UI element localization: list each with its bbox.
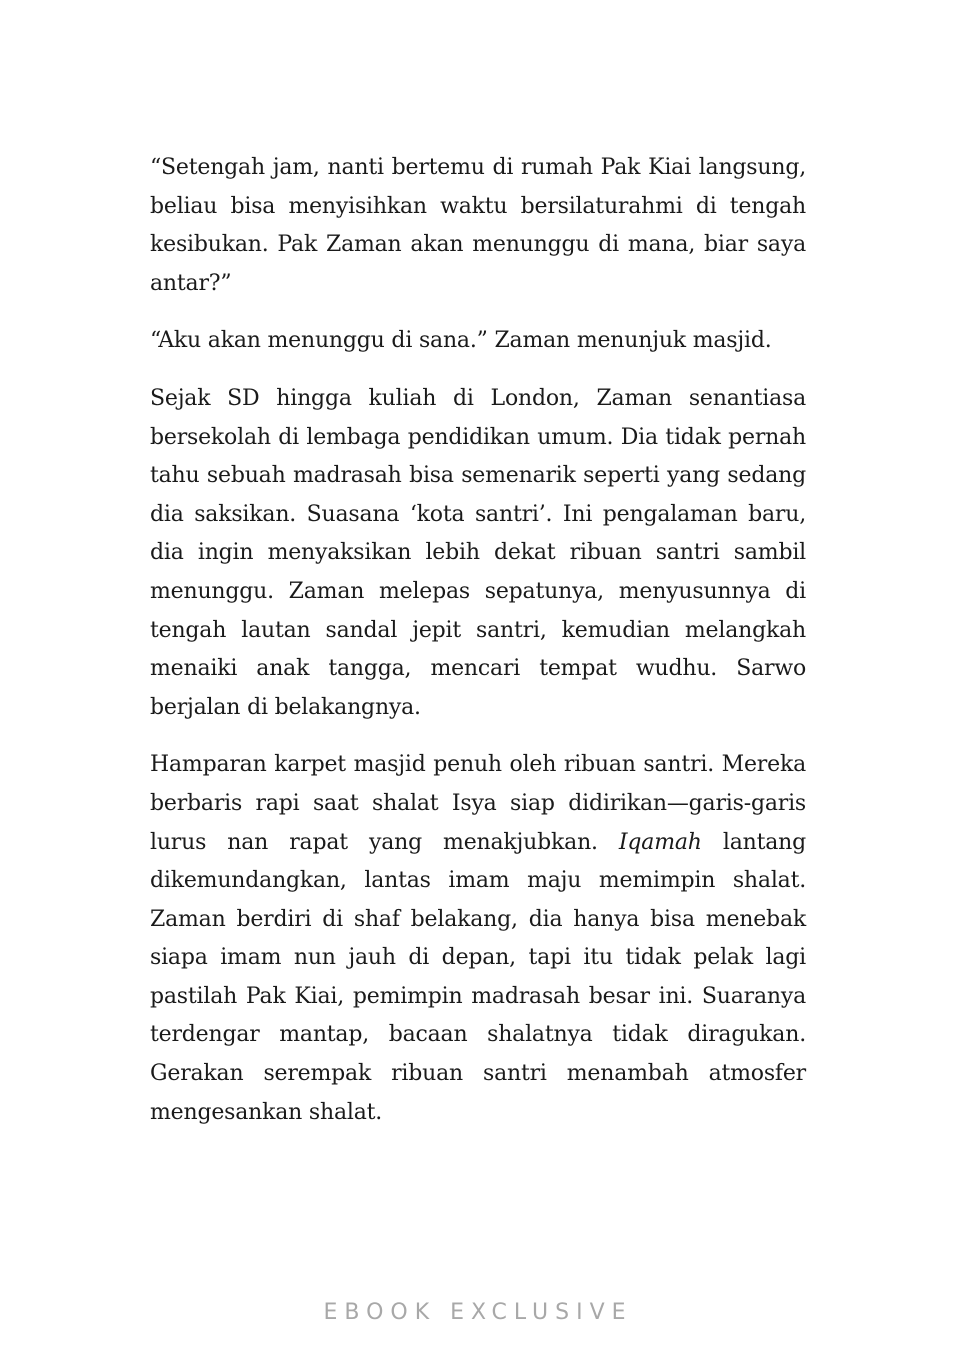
paragraph-4-text-after: lantang dikemundangkan, lantas imam maju memimpin shalat. Zaman berdiri di shaf belakang, dia hanya bisa menebak siapa imam nun jauh di depan, tapi itu tidak pelak lagi pastilah Pak Kiai, pemimpin madrasah besar ini. Suaranya terdengar mantap, bacaan shalatnya tidak diragukan. Gerakan serempak ribuan santri menambah atmosfer mengesankan shalat. [150, 829, 806, 1125]
paragraph-2 [150, 322, 806, 361]
paragraph-2-text: “Aku akan menunggu di sana.” Zaman menunjuk masjid. [150, 328, 772, 354]
paragraph-3 [150, 380, 806, 727]
paragraph-1-text: “Setengah jam, nanti bertemu di rumah Pak Kiai langsung, beliau bisa menyisihkan waktu bersilaturahmi di tengah kesibukan. Pak Zaman akan menunggu di mana, biar saya antar?” [150, 155, 806, 296]
paragraph-1 [150, 149, 806, 303]
ebook-exclusive-footer: EBOOK EXCLUSIVE [323, 1300, 633, 1325]
paragraph-4-text-before: Hamparan karpet masjid penuh oleh ribuan santri. Mereka berbaris rapi saat shalat Isya siap didirikan—garis-garis lurus nan rapat yang menakjubkan. [150, 752, 806, 855]
page-body [150, 149, 806, 1151]
paragraph-4-italic-term: Iqamah [618, 829, 702, 855]
paragraph-3-text: Sejak SD hingga kuliah di London, Zaman senantiasa bersekolah di lembaga pendidikan umum. Dia tidak pernah tahu sebuah madrasah bisa semenarik seperti yang sedang dia saksikan. Suasana ‘kota santri’. Ini pengalaman baru, dia ingin menyaksikan lebih dekat ribuan santri sambil menunggu. Zaman melepas sepatunya, menyusunnya di tengah lautan sandal jepit santri, kemudian melangkah menaiki anak tangga, mencari tempat wudhu. Sarwo berjalan di belakangnya. [150, 385, 806, 720]
paragraph-4 [150, 746, 806, 1132]
